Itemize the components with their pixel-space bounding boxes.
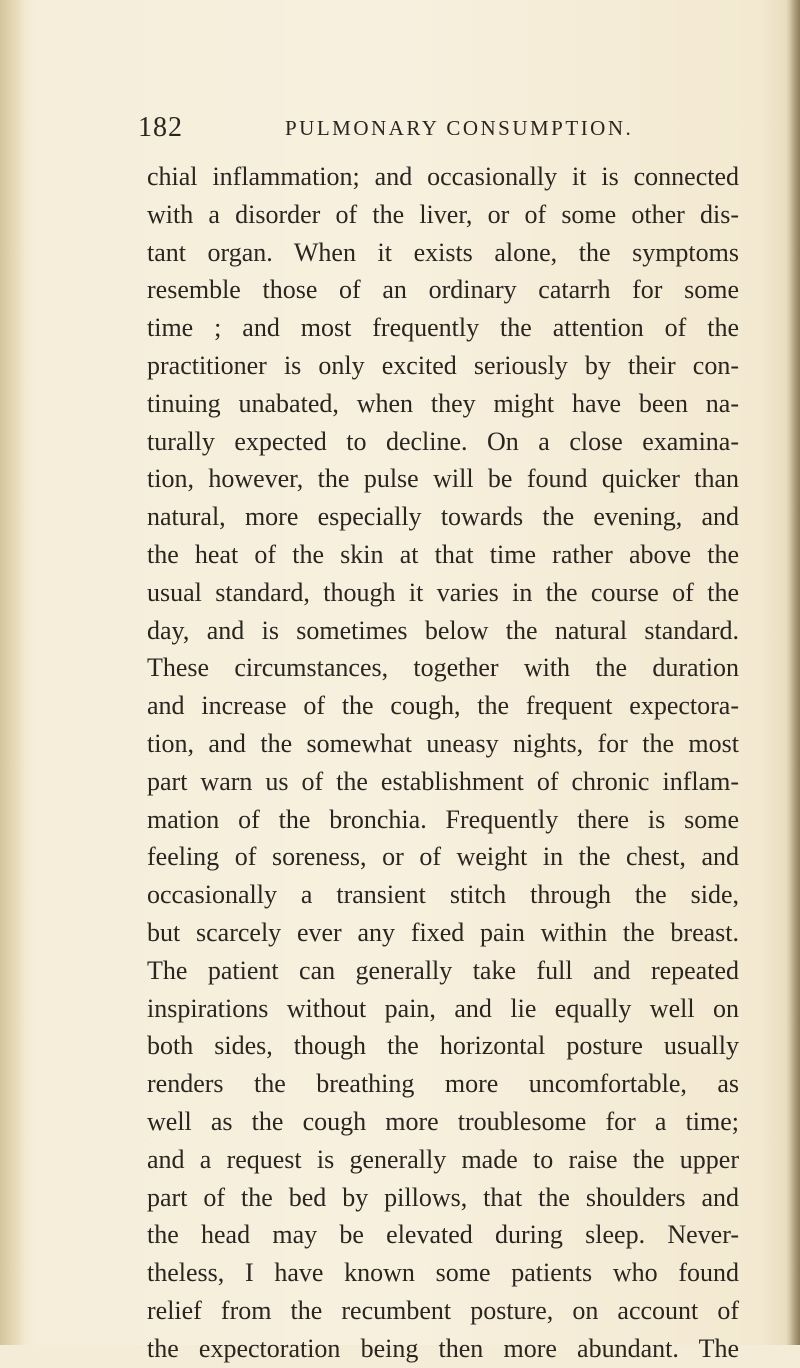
running-head: PULMONARY CONSUMPTION. — [285, 116, 634, 140]
text-line: but scarcely ever any fixed pain within the breast. — [147, 917, 739, 947]
text-line: theless, I have known some patients who found — [147, 1258, 739, 1288]
text-line: relief from the recumbent posture, on account of — [147, 1295, 739, 1325]
text-line: practitioner is only excited seriously by their con- — [147, 350, 739, 380]
text-line: chial inflammation; and occasionally it is connected — [147, 162, 739, 191]
text-line: turally expected to decline. On a close examina- — [147, 426, 739, 456]
page-header — [138, 112, 738, 152]
text-line: occasionally a transient stitch through the side, — [147, 880, 739, 910]
text-line: the head may be elevated during sleep. Never- — [147, 1220, 739, 1250]
body-text — [147, 158, 739, 1368]
text-line: The patient can generally take full and repeated — [147, 955, 739, 985]
text-line: natural, more especially towards the evening, and — [147, 502, 739, 532]
text-line: both sides, though the horizontal posture usually — [147, 1031, 739, 1061]
text-line: feeling of soreness, or of weight in the chest, and — [147, 842, 739, 872]
text-line: renders the breathing more uncomfortable, as — [147, 1069, 739, 1099]
text-line: with a disorder of the liver, or of some other dis- — [147, 199, 739, 229]
gutter-shadow — [0, 0, 26, 1345]
text-line: inspirations without pain, and lie equally well on — [147, 993, 739, 1023]
text-line: and a request is generally made to raise the upper — [147, 1144, 739, 1174]
text-line: the expectoration being then more abundant. The — [147, 1333, 739, 1363]
text-line: part warn us of the establishment of chronic inflam- — [147, 766, 739, 796]
text-line: These circumstances, together with the duration — [147, 653, 739, 683]
text-line: day, and is sometimes below the natural standard. — [147, 615, 739, 645]
text-line: tant organ. When it exists alone, the symptoms — [147, 237, 739, 267]
text-line: mation of the bronchia. Frequently there is some — [147, 804, 739, 834]
text-line: tion, and the somewhat uneasy nights, for the most — [147, 728, 739, 758]
text-line: well as the cough more troublesome for a time; — [147, 1106, 739, 1136]
text-line: resemble those of an ordinary catarrh for some — [147, 275, 739, 305]
text-line: tion, however, the pulse will be found quicker than — [147, 464, 739, 494]
text-line: part of the bed by pillows, that the shoulders and — [147, 1182, 739, 1212]
page-number: 182 — [138, 112, 183, 143]
text-line: the heat of the skin at that time rather above the — [147, 539, 739, 569]
text-line: time ; and most frequently the attention of the — [147, 313, 739, 343]
text-line: and increase of the cough, the frequent expectora- — [147, 691, 739, 721]
page-edge — [786, 0, 800, 1345]
text-line: usual standard, though it varies in the course of the — [147, 577, 739, 607]
text-line: tinuing unabated, when they might have been na- — [147, 388, 739, 418]
